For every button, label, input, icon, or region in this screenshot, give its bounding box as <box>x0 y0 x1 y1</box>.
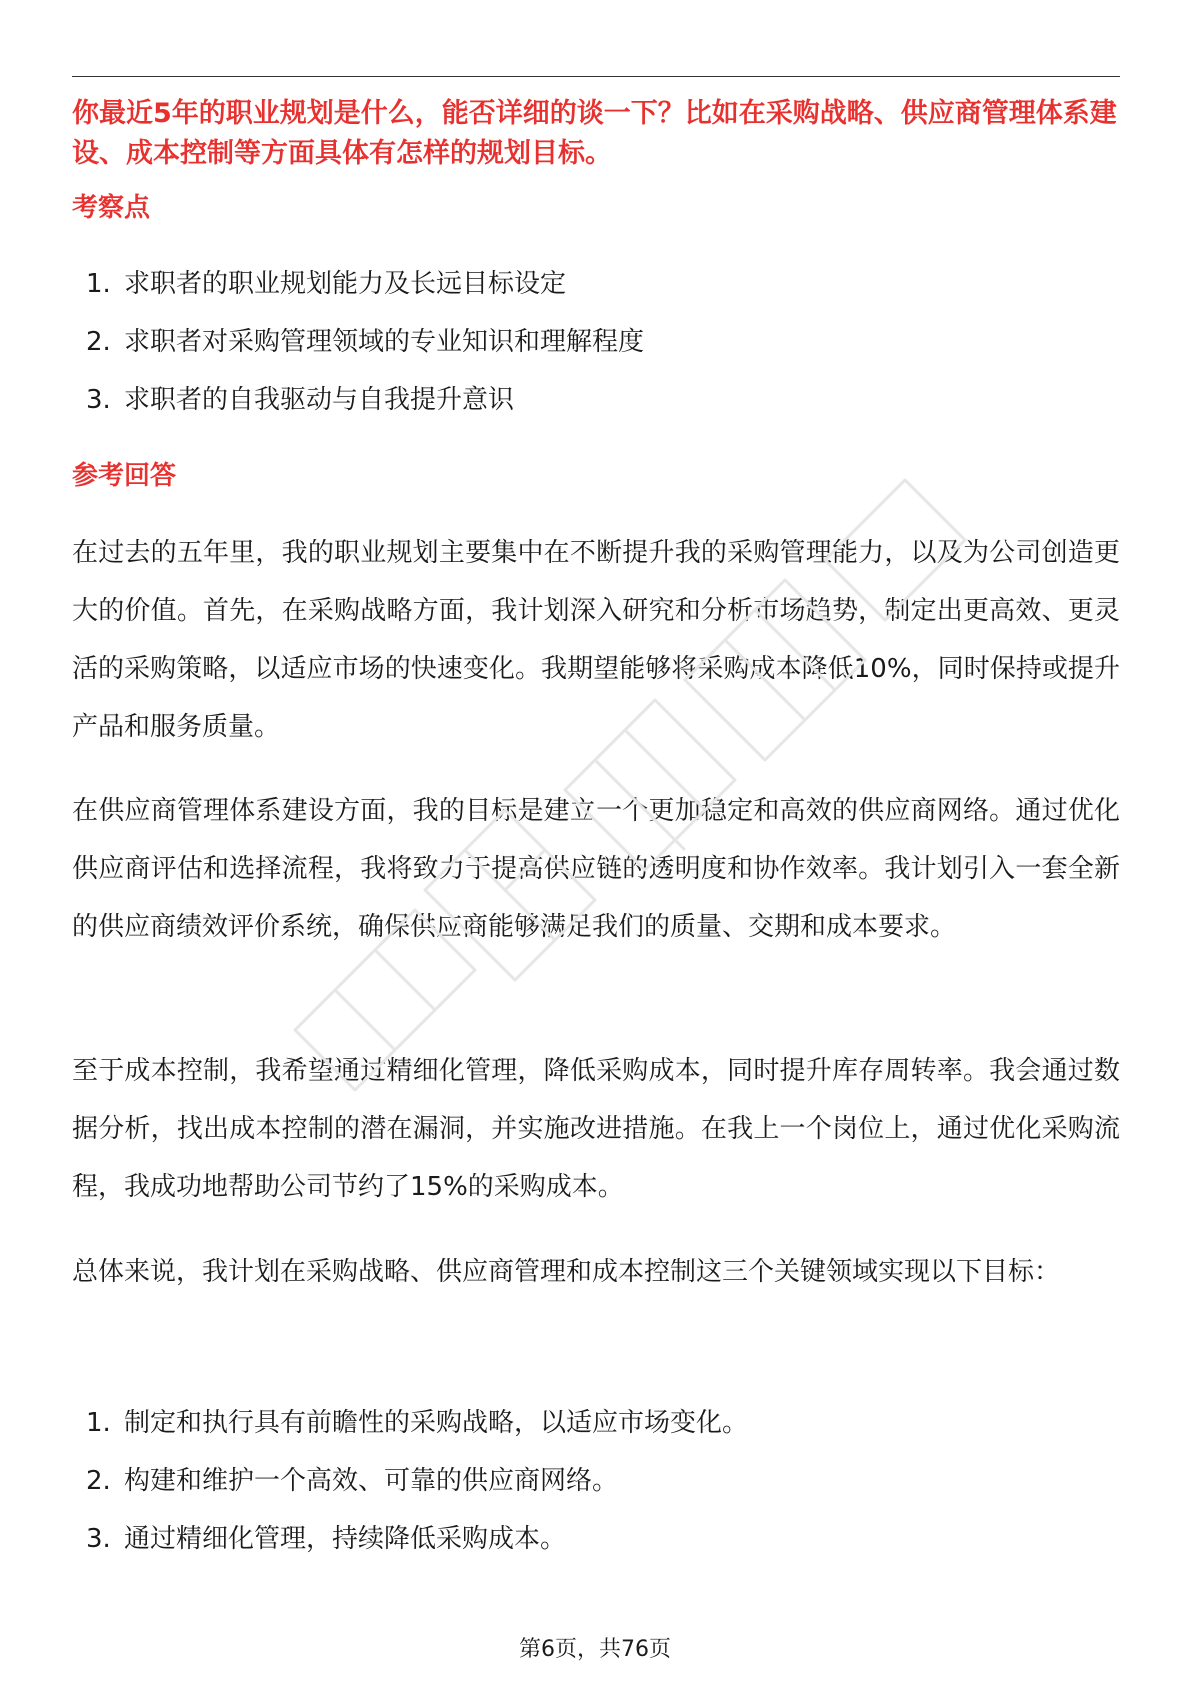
list-item <box>72 1394 1120 1452</box>
answer-paragraph-3: 至于成本控制，我希望通过精细化管理，降低采购成本，同时提升库存周转率。我会通过数据分析，找出成本控制的潜在漏洞，并实施改进措施。在我上一个岗位上，通过优化采购流程，我成功地帮助公司节约了15%的采购成本。 <box>72 1056 1120 1202</box>
list-number: 2. <box>86 1466 111 1496</box>
question-title: 你最近5年的职业规划是什么，能否详细的谈一下？比如在采购战略、供应商管理体系建设、成本控制等方面具体有怎样的规划目标。 <box>72 98 1117 169</box>
list-item-text: 求职者的职业规划能力及长远目标设定 <box>124 269 567 299</box>
answer-paragraph-1: 在过去的五年里，我的职业规划主要集中在不断提升我的采购管理能力，以及为公司创造更大的价值。首先，在采购战略方面，我计划深入研究和分析市场趋势，制定出更高效、更灵活的采购策略，以适应市场的快速变化。我期望能够将采购成本降低10%，同时保持或提升产品和服务质量。 <box>72 538 1120 742</box>
header-rule <box>72 76 1120 77</box>
section-heading-answer: 参考回答 <box>72 461 177 491</box>
answer-paragraph-4: 总体来说，我计划在采购战略、供应商管理和成本控制这三个关键领域实现以下目标： <box>72 1257 1061 1287</box>
document-page <box>72 0 1120 1684</box>
points-list <box>72 255 1120 429</box>
list-item-text: 通过精细化管理，持续降低采购成本。 <box>124 1524 567 1554</box>
list-item <box>72 1452 1120 1510</box>
list-item <box>72 255 1120 313</box>
list-item <box>72 1510 1120 1568</box>
list-item <box>72 371 1120 429</box>
list-number: 2. <box>86 327 111 357</box>
list-number: 1. <box>86 1408 111 1438</box>
goals-list <box>72 1394 1120 1568</box>
list-item-text: 构建和维护一个高效、可靠的供应商网络。 <box>124 1466 619 1496</box>
list-number: 1. <box>86 269 111 299</box>
list-item-text: 求职者的自我驱动与自我提升意识 <box>124 385 515 415</box>
page-number-footer: 第6页，共76页 <box>519 1637 671 1662</box>
list-item <box>72 313 1120 371</box>
answer-paragraph-2: 在供应商管理体系建设方面，我的目标是建立一个更加稳定和高效的供应商网络。通过优化供应商评估和选择流程，我将致力于提高供应链的透明度和协作效率。我计划引入一套全新的供应商绩效评价系统，确保供应商能够满足我们的质量、交期和成本要求。 <box>72 796 1120 942</box>
list-item-text: 求职者对采购管理领域的专业知识和理解程度 <box>124 327 645 357</box>
section-heading-points: 考察点 <box>72 193 151 223</box>
list-number: 3. <box>86 385 111 415</box>
list-number: 3. <box>86 1524 111 1554</box>
list-item-text: 制定和执行具有前瞻性的采购战略，以适应市场变化。 <box>124 1408 749 1438</box>
